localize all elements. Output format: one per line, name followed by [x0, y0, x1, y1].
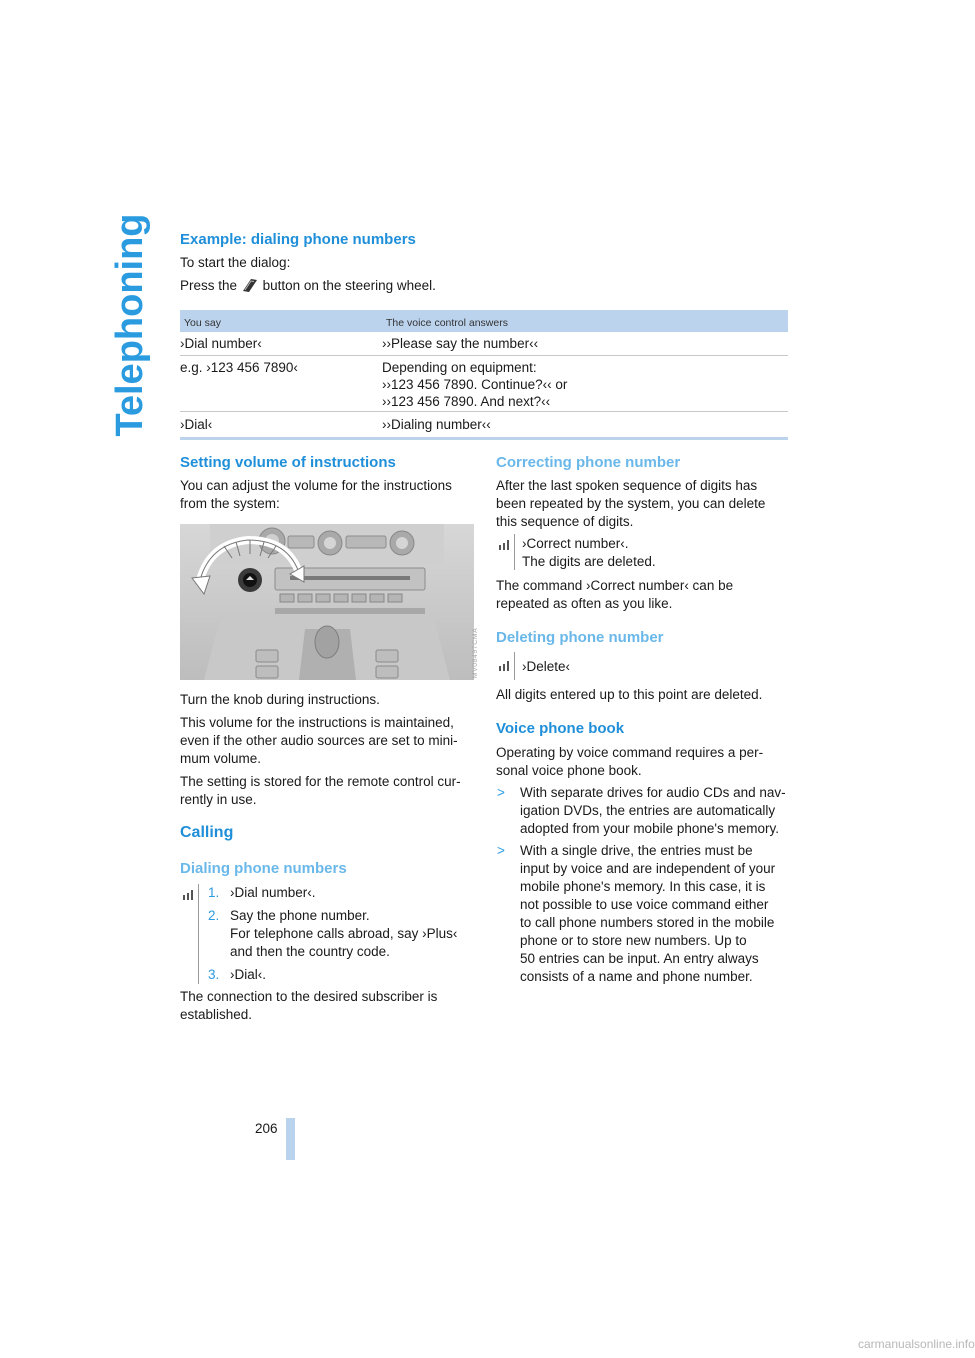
bullet-text: input by voice and are independent of your: [520, 861, 776, 876]
voice-button-icon: [241, 277, 259, 293]
calling-result-line: The connection to the desired subscriber is: [180, 989, 438, 1004]
step-number: 3.: [208, 967, 220, 982]
example-intro: To start the dialog:: [180, 255, 291, 270]
volume-turn: Turn the knob during instructions.: [180, 692, 380, 707]
voice-command-icon: [498, 659, 512, 671]
step-text: ›Dial number‹.: [230, 885, 316, 900]
bullet-marker: >: [497, 785, 505, 800]
example-heading: Example: dialing phone numbers: [180, 231, 416, 248]
bullet-text: With separate drives for audio CDs and nav-: [520, 785, 786, 800]
correcting-text-line: this sequence of digits.: [496, 514, 634, 529]
delete-command: ›Delete‹: [522, 659, 571, 674]
volume-intro-line: You can adjust the volume for the instructions: [180, 478, 452, 493]
page-number: 206: [255, 1121, 278, 1136]
bullet-text: to call phone numbers stored in the mobile: [520, 915, 775, 930]
bullet-text: With a single drive, the entries must be: [520, 843, 753, 858]
volume-heading: Setting volume of instructions: [180, 454, 396, 471]
example-press-line: [180, 277, 436, 295]
bullet-text: not possible to use voice command either: [520, 897, 769, 912]
correcting-heading: Correcting phone number: [496, 454, 681, 471]
volume-maintained-line: This volume for the instructions is maintained,: [180, 715, 454, 730]
calling-result-line: established.: [180, 1007, 253, 1022]
command-box-border: [514, 652, 515, 680]
volume-stored-line: rently in use.: [180, 792, 257, 807]
phonebook-intro-line: sonal voice phone book.: [496, 763, 642, 778]
control-panel-photo: [180, 524, 474, 680]
col-voice-answers: The voice control answers: [386, 317, 508, 329]
voice-command-icon: [498, 538, 512, 550]
volume-maintained-line: even if the other audio sources are set to mini-: [180, 733, 458, 748]
volume-maintained-line: mum volume.: [180, 751, 262, 766]
correct-command: ›Correct number‹.: [522, 536, 629, 551]
command-box-border: [514, 534, 515, 570]
press-text-post: button on the steering wheel.: [262, 278, 436, 293]
phonebook-heading: Voice phone book: [496, 720, 625, 737]
correcting-repeat-line: repeated as often as you like.: [496, 596, 673, 611]
voice-command-icon: [182, 888, 196, 900]
volume-intro-line: from the system:: [180, 496, 280, 511]
col-you-say: You say: [184, 317, 221, 329]
correcting-repeat-line: The command ›Correct number‹ can be: [496, 578, 734, 593]
bullet-text: 50 entries can be input. An entry always: [520, 951, 759, 966]
deleting-heading: Deleting phone number: [496, 629, 664, 646]
bullet-text: adopted from your mobile phone's memory.: [520, 821, 779, 836]
step-text: ›Dial‹.: [230, 967, 266, 982]
table-row: [180, 332, 788, 356]
chapter-title-text: Telephoning: [109, 213, 151, 437]
row-answer-line: Depending on equipment:: [382, 360, 537, 375]
phonebook-intro-line: Operating by voice command requires a per-: [496, 745, 764, 760]
calling-heading: Calling: [180, 824, 234, 841]
bullet-text: phone or to store new numbers. Up to: [520, 933, 747, 948]
page-marker-bar: [286, 1118, 295, 1160]
dialing-subheading: Dialing phone numbers: [180, 860, 347, 877]
photo-code: MV08497CMA: [472, 627, 479, 679]
bullet-text: consists of a name and phone number.: [520, 969, 753, 984]
correcting-text-line: been repeated by the system, you can delete: [496, 496, 766, 511]
chapter-side-title: [100, 213, 160, 437]
row-answer-line: ››123 456 7890. And next?‹‹: [382, 394, 551, 409]
row-say: ›Dial number‹: [180, 336, 262, 351]
correcting-text-line: After the last spoken sequence of digits has: [496, 478, 758, 493]
step-text: For telephone calls abroad, say ›Plus‹: [230, 926, 458, 941]
watermark: carmanualsonline.info: [858, 1337, 975, 1351]
deleting-result: All digits entered up to this point are deleted.: [496, 687, 763, 702]
press-text-pre: Press the: [180, 278, 238, 293]
table-bottom-rule: [180, 437, 788, 440]
bullet-text: mobile phone's memory. In this case, it is: [520, 879, 766, 894]
row-say: ›Dial‹: [180, 417, 213, 432]
row-answer-line: ››123 456 7890. Continue?‹‹ or: [382, 377, 568, 392]
dialog-table-header: [180, 310, 788, 332]
row-answer: ››Dialing number‹‹: [382, 417, 491, 432]
table-row: [180, 356, 788, 412]
bullet-text: igation DVDs, the entries are automatically: [520, 803, 776, 818]
volume-stored-line: The setting is stored for the remote control cur-: [180, 774, 461, 789]
bullet-marker: >: [497, 843, 505, 858]
step-text: Say the phone number.: [230, 908, 370, 923]
step-text: and then the country code.: [230, 944, 390, 959]
correct-command-result: The digits are deleted.: [522, 554, 656, 569]
table-row: [180, 412, 788, 436]
row-answer: ››Please say the number‹‹: [382, 336, 539, 351]
step-number: 1.: [208, 885, 220, 900]
command-box-border: [198, 884, 199, 984]
step-number: 2.: [208, 908, 220, 923]
row-say: e.g. ›123 456 7890‹: [180, 360, 298, 375]
